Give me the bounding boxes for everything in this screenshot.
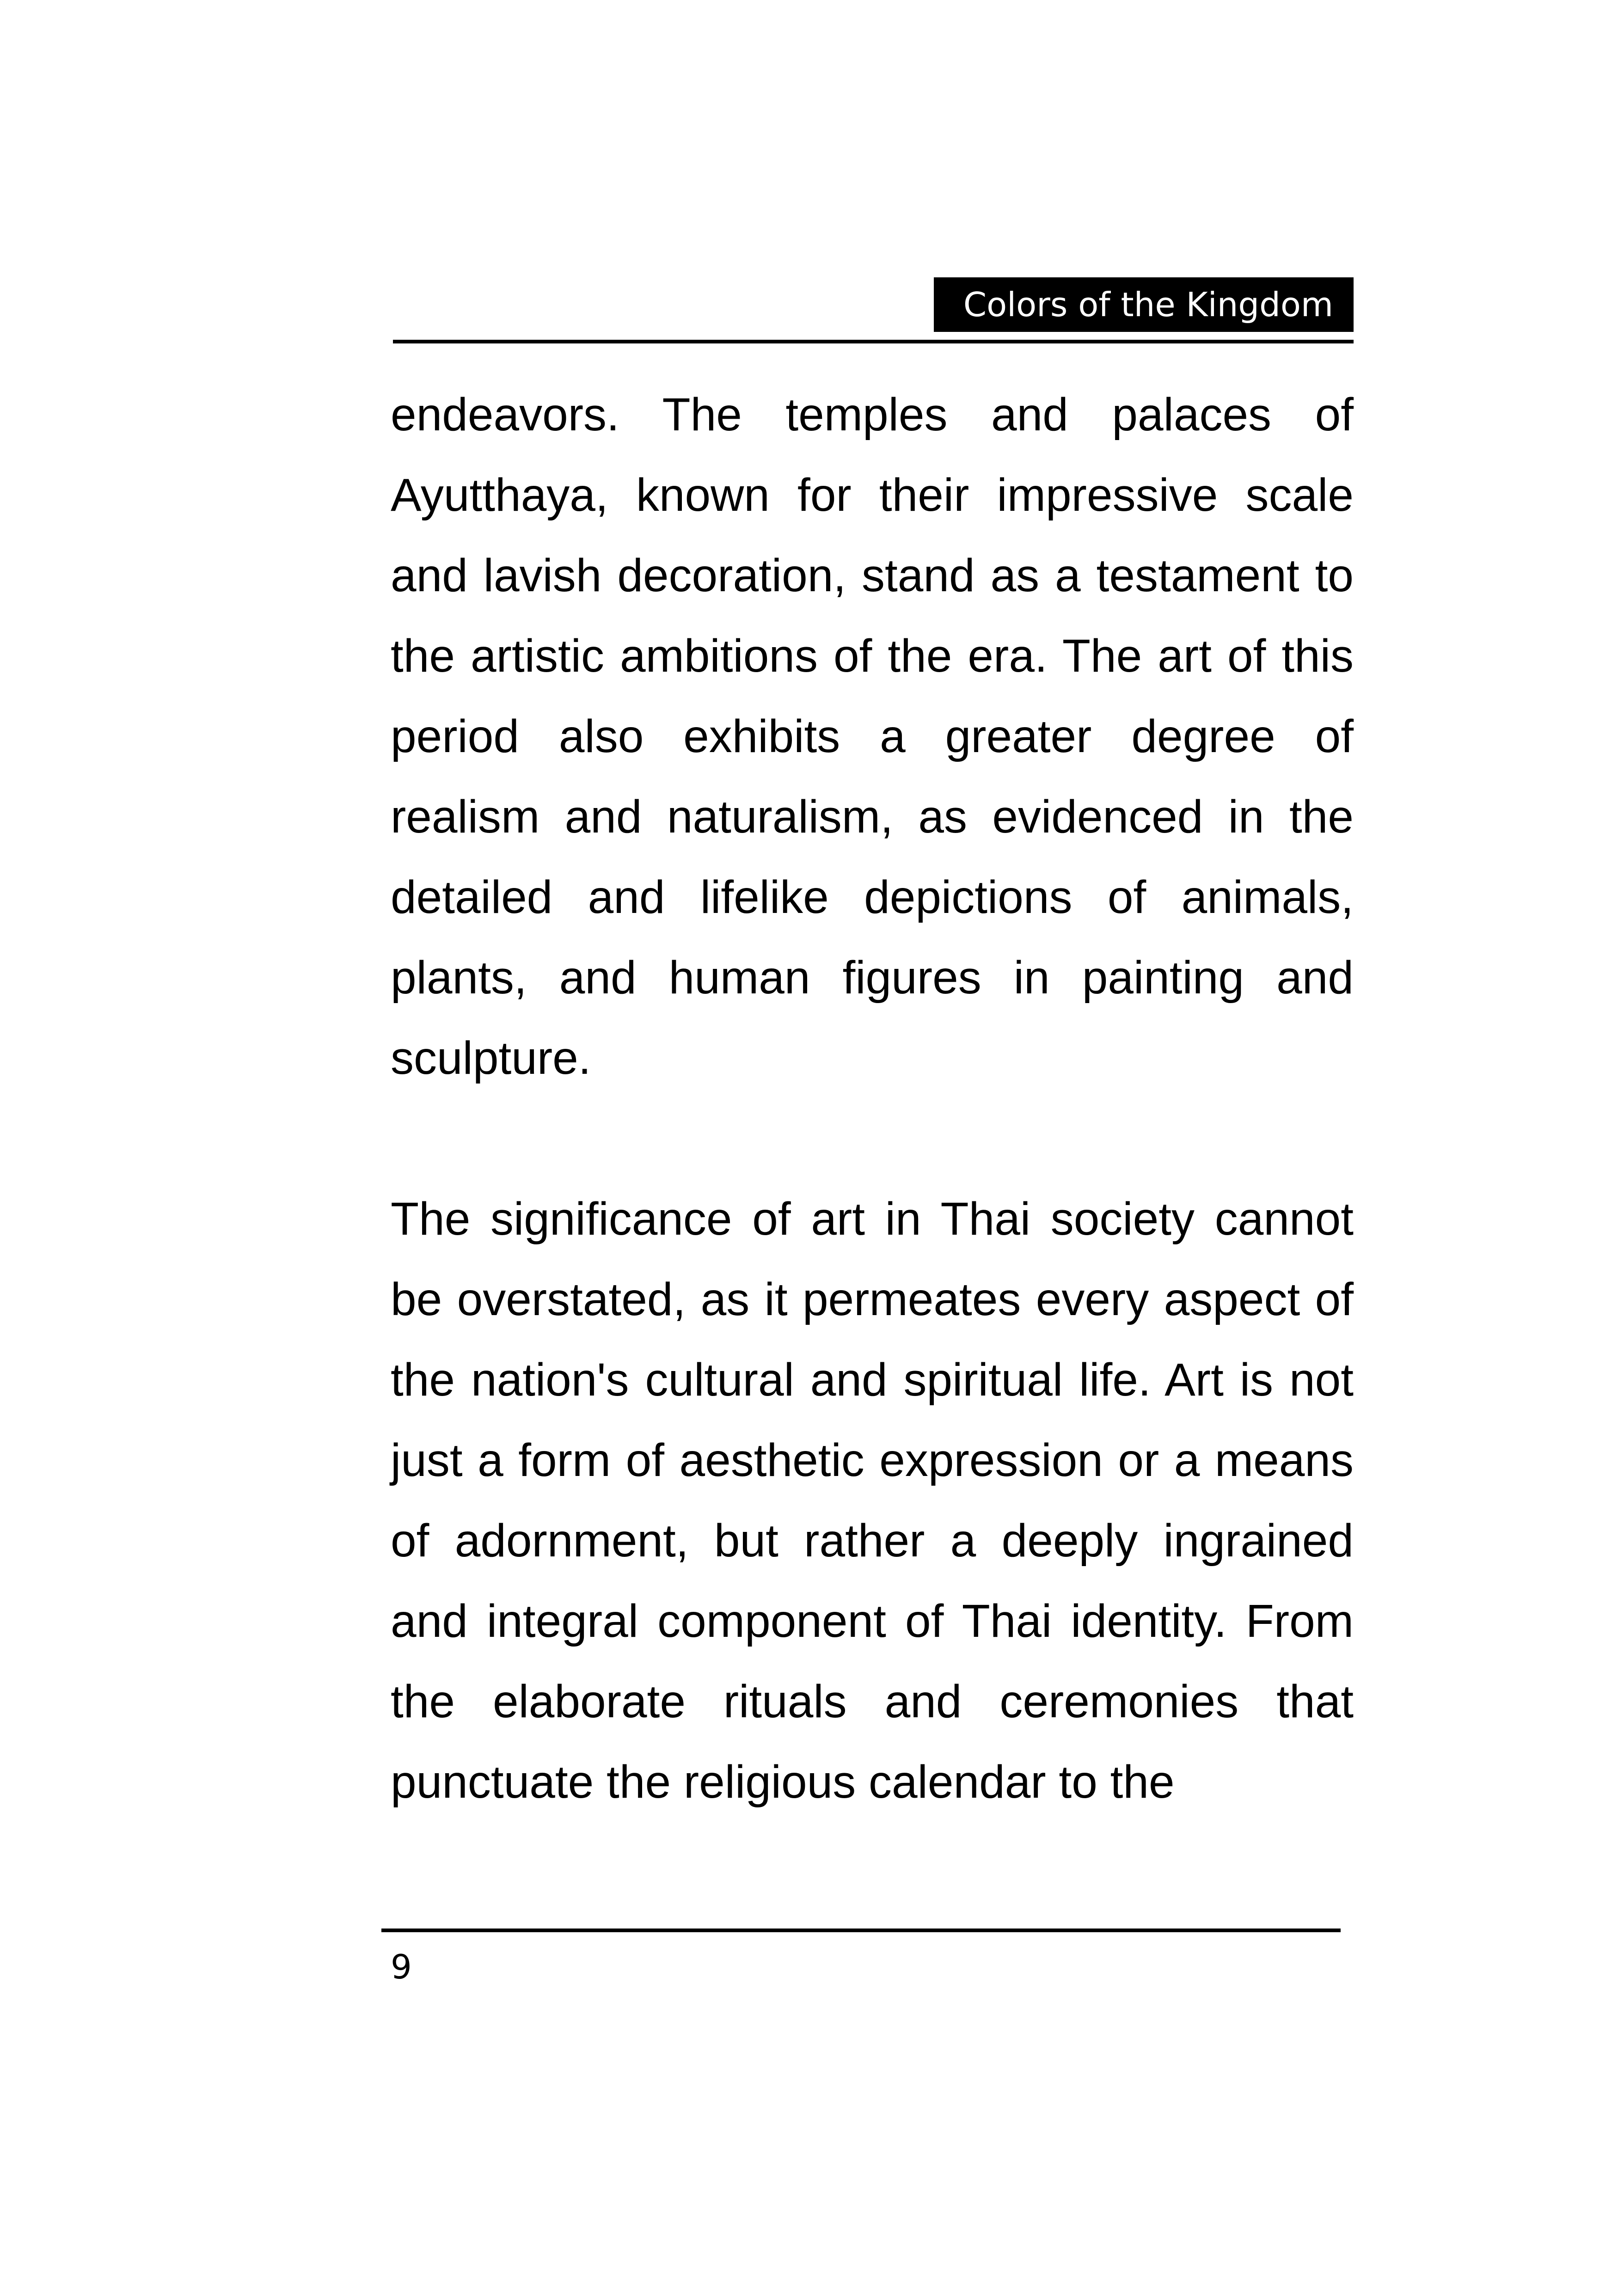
footer-rule <box>381 1929 1341 1932</box>
paragraph: endeavors. The temples and palaces of Ayutthaya, known for their impressive scale and lavish decoration, stand as a testament to the artistic ambitions of the era. The art of this period also exhibits a greater degree of realism and naturalism, as evidenced in the detailed and lifelike depictions of animals, plants, and human figures in painting and sculpture. <box>391 389 1354 1084</box>
running-header-title: Colors of the Kingdom <box>934 277 1354 332</box>
page-header <box>393 277 1354 347</box>
page-number: 9 <box>391 1947 412 1986</box>
header-rule <box>393 340 1354 343</box>
body-text <box>391 374 1354 1822</box>
paragraph: The significance of art in Thai society cannot be overstated, as it permeates every aspect of the nation's cultural and spiritual life. Art is not just a form of aesthetic expression or a means of adornment, but rather a deeply ingrained and integral component of Thai identity. From the elaborate rituals and ceremonies that punctuate the religious calendar to the <box>391 1193 1354 1808</box>
